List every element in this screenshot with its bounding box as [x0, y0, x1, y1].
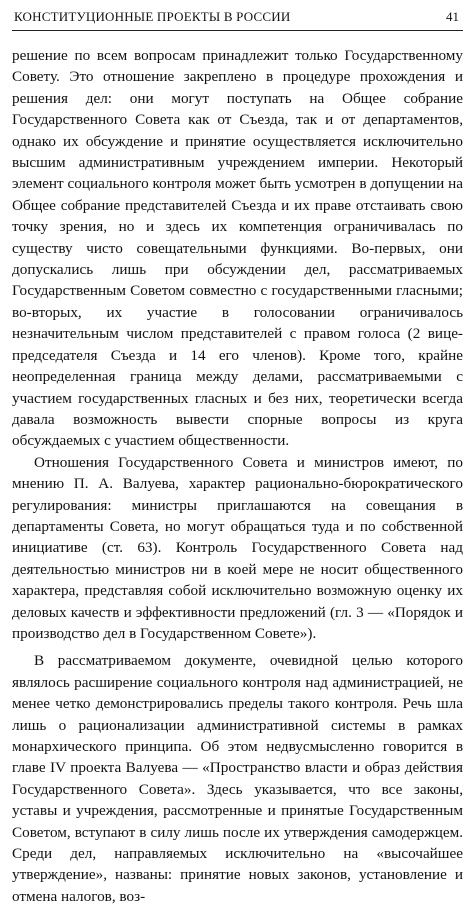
paragraph-3: В рассматриваемом документе, очевидной целью которого являлось расширение социального контроля над администрацией, не менее четко демонстрировались пределы такого контроля. Речь шла лишь о рационализации административной системы в рамках монархического принципа. Об этом недвусмысленно говорится в главе IV проекта Валуева — «Пространство власти и образ действия Государственного Совета». Здесь указывается, что все законы, уставы и учреждения, рассмотренные и принятые Государственным Советом, вступают в силу лишь после их утверждения самодержцем. Среди дел, направляемых исключительно на «высочайшее утверждение», названы: принятие новых законов, установление и отмена налогов, воз-	[12, 652, 463, 905]
running-title: КОНСТИТУЦИОННЫЕ ПРОЕКТЫ В РОССИИ	[14, 9, 291, 24]
running-head	[12, 6, 463, 31]
paragraph-2: Отношения Государственного Совета и министров имеют, по мнению П. А. Валуева, характер рационально-бюрократического регулирования: министры приглашаются на совещания в департаменты Совета, но могут обращаться туда и по собственной инициативе (ст. 63). Контроль Государственного Совета над деятельностью министров ни в коей мере не носит общественного характера, представляя собой исключительно возможную оценку их деловых качеств и эффективности предложений (гл. 3 — «Порядок и производство дел в Государственном Совете»).	[12, 453, 463, 642]
body-text	[12, 45, 463, 907]
paragraph-1: решение по всем вопросам принадлежит только Государственному Совету. Это отношение закреплено в процедуре прохождения и решения дел: они могут поступать на Общее собрание Государственного Совета как от Съезда, так и от департаментов, однако их обсуждение и принятие осуществляется исключительно высшим административным учреждением империи. Некоторый элемент социального контроля может быть усмотрен в допущении на Общее собрание представителей Съезда и их праве отстаивать свою точку зрения, но и здесь их компетенция ограничивалась по существу чисто совещательными функциями. Во-первых, они допускались лишь при обсуждении дел, рассматриваемых Государственным Советом совместно с государственными гласными; во-вторых, их участие в голосовании ограничивалось незначительным числом представителей с правом голоса (2 вице-председателя Съезда и 14 его членов). Кроме того, крайне неопределенная граница между делами, рассматриваемыми с участием государственных гласных и без них, теоретически всегда давала возможность вывести спорные вопросы из круга обсуждаемых с участием общественности.	[12, 47, 463, 450]
page-number: 41	[446, 9, 459, 24]
book-page	[0, 6, 473, 905]
